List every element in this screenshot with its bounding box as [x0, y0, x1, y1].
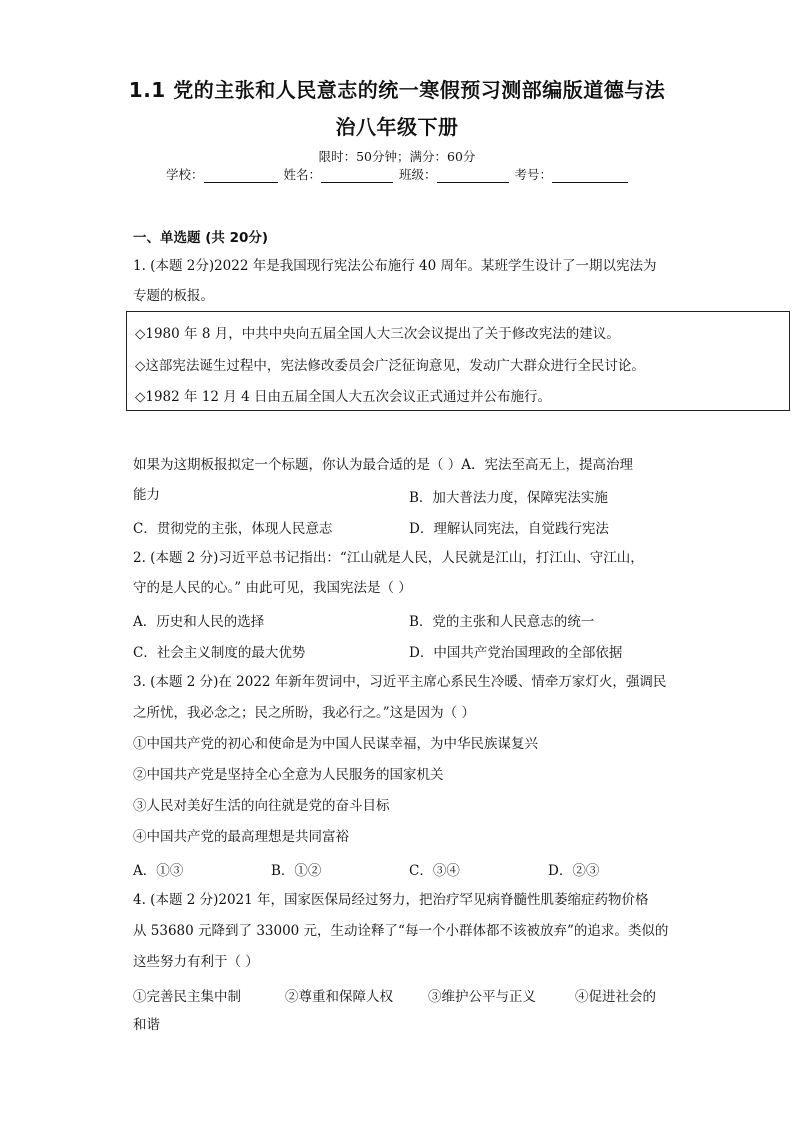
q3-stem-line2: 之所忧，我必念之；民之所盼，我必行之。”这是因为（ ） — [133, 705, 475, 721]
class-blank[interactable] — [437, 168, 509, 183]
number-blank[interactable] — [552, 168, 628, 183]
q4-stem-line2: 从 53680 元降到了 33000 元，生动诠释了“每一个小群体都不该被放弃”的追求。类似的 — [133, 923, 669, 939]
class-label: 班级： — [399, 167, 437, 182]
name-blank[interactable] — [321, 168, 393, 183]
q3-item-3: ③人民对美好生活的向往就是党的奋斗目标 — [133, 798, 390, 814]
q1-ask-line2: 能力 — [133, 487, 160, 503]
q3-item-2: ②中国共产党是坚持全心全意为人民服务的国家机关 — [133, 767, 444, 783]
q2-option-d[interactable]: D．中国共产党治国理政的全部依据 — [409, 645, 623, 661]
q3-option-a[interactable]: A．①③ — [133, 863, 184, 879]
q2-option-b[interactable]: B．党的主张和人民意志的统一 — [409, 614, 595, 630]
q4-stem-line1: 4. (本题 2 分)2021 年，国家医保局经过努力，把治疗罕见病脊髓性肌萎缩症药物价格 — [133, 892, 649, 908]
q4-item-1: ①完善民主集中制 — [133, 989, 241, 1005]
document-title-line2: 治八年级下册 — [335, 115, 459, 139]
q3-option-c[interactable]: C．③④ — [409, 863, 460, 879]
school-blank[interactable] — [204, 168, 278, 183]
q2-option-a[interactable]: A．历史和人民的选择 — [133, 614, 265, 630]
q1-stem-line1: 1. (本题 2分)2022 年是我国现行宪法公布施行 40 周年。某班学生设计了一期以宪法为 — [133, 258, 657, 274]
q3-option-b[interactable]: B．①② — [271, 863, 322, 879]
q4-item-2: ②尊重和保障人权 — [285, 989, 393, 1005]
q2-stem-line2: 守的是人民的心。” 由此可见，我国宪法是（ ） — [133, 580, 412, 596]
q1-ask-line1: 如果为这期板报拟定一个标题，你认为最合适的是（ ）A．宪法至高无上，提高治理 — [133, 457, 634, 473]
q1-box-line1: ◇1980 年 8 月，中共中央向五届全国人大三次会议提出了关于修改宪法的建议。 — [135, 326, 620, 342]
section-heading: 一、单选题 (共 20分) — [133, 230, 269, 246]
q3-item-4: ④中国共产党的最高理想是共同富裕 — [133, 829, 349, 845]
student-info-fields — [166, 165, 630, 183]
q1-option-c[interactable]: C．贯彻党的主张，体现人民意志 — [133, 521, 333, 537]
q4-item-4-continued: 和谐 — [133, 1017, 160, 1033]
q4-item-4: ④促进社会的 — [575, 989, 656, 1005]
number-label: 考号： — [514, 167, 553, 182]
q1-option-b[interactable]: B．加大普法力度，保障宪法实施 — [409, 490, 608, 506]
q1-stem-line2: 专题的板报。 — [133, 288, 214, 304]
name-label: 姓名： — [283, 167, 322, 182]
q2-option-c[interactable]: C．社会主义制度的最大优势 — [133, 645, 306, 661]
document-title-line1: 1.1 党的主张和人民意志的统一寒假预习测部编版道德与法 — [128, 78, 666, 102]
q3-item-1: ①中国共产党的初心和使命是为中国人民谋幸福，为中华民族谋复兴 — [133, 736, 538, 752]
q3-option-d[interactable]: D．②③ — [548, 863, 600, 879]
q4-stem-line3: 这些努力有利于（ ） — [133, 954, 259, 970]
q1-board-box — [126, 311, 790, 411]
q1-option-d[interactable]: D．理解认同宪法，自觉践行宪法 — [409, 521, 609, 537]
school-label: 学校： — [166, 167, 204, 182]
q3-stem-line1: 3. (本题 2 分)在 2022 年新年贺词中，习近平主席心系民生冷暖、情牵万家灯火，强调民 — [133, 674, 667, 690]
q1-box-line3: ◇1982 年 12 月 4 日由五届全国人大五次会议正式通过并公布施行。 — [135, 389, 551, 405]
q1-box-line2: ◇这部宪法诞生过程中，宪法修改委员会广泛征询意见，发动广大群众进行全民讨论。 — [135, 358, 645, 374]
q4-item-3: ③维护公平与正义 — [428, 989, 536, 1005]
time-limit: 限时：50分钟；满分：60分 — [318, 149, 476, 164]
q2-stem-line1: 2. (本题 2 分)习近平总书记指出：“江山就是人民，人民就是江山，打江山、守江山， — [133, 550, 644, 566]
